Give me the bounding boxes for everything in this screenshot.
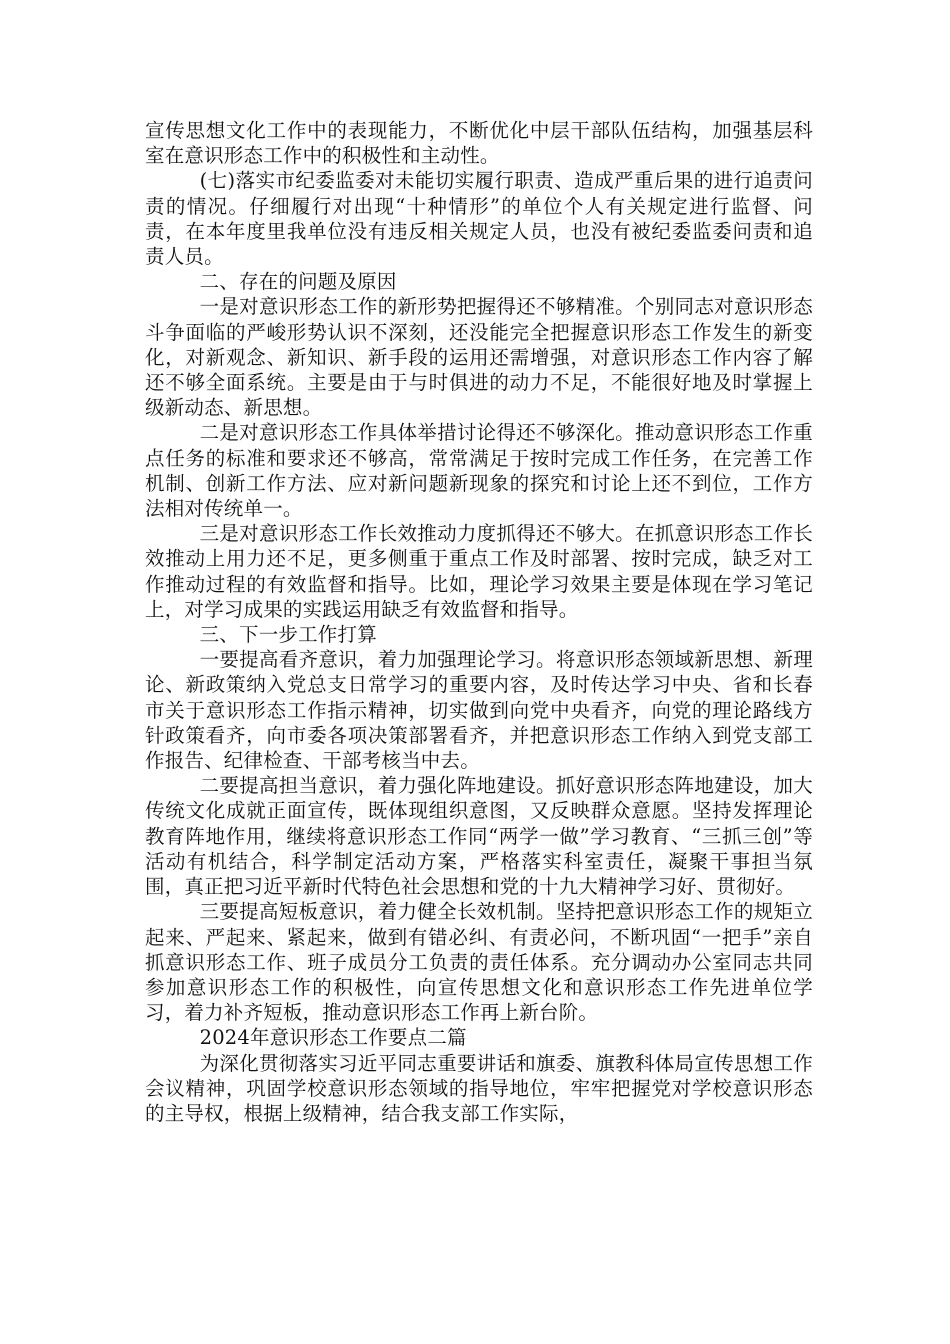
paragraph-8: 三要提高短板意识，着力健全长效机制。坚持把意识形态工作的规矩立起来、严起来、紧起来，做到有错必纠、有责必问，不断巩固“一把手”亲自抓意识形态工作、班子成员分工负责的责任体系。充分调动办公室同志共同参加意识形态工作的积极性，向宣传思想文化和意识形态工作先进单位学习，着力补齐短板，推动意识形态工作再上新台阶。 (145, 900, 813, 1025)
paragraph-6: 一要提高看齐意识，着力加强理论学习。将意识形态领域新思想、新理论、新政策纳入党总支日常学习的重要内容，及时传达学习中央、省和长春市关于意识形态工作指示精神，切实做到向党中央看齐，向党的理论路线方针政策看齐，向市委各项决策部署看齐，并把意识形态工作纳入到党支部工作报告、纪律检查、干部考核当中去。 (145, 648, 813, 773)
paragraph-4: 二是对意识形态工作具体举措讨论得还不够深化。推动意识形态工作重点任务的标准和要求还不够高，常常满足于按时完成工作任务，在完善工作机制、创新工作方法、应对新问题新现象的探究和讨论上还不到位，工作方法相对传统单一。 (145, 421, 813, 521)
document-title-2024: 2024年意识形态工作要点二篇 (199, 1026, 467, 1050)
section-heading-2: 二、存在的问题及原因 (199, 270, 397, 294)
paragraph-2: (七)落实市纪委监委对未能切实履行职责、造成严重后果的进行追责问责的情况。仔细履行对出现“十种情形”的单位个人有关规定进行监督、问责，在本年度里我单位没有违反相关规定人员，也没有被纪委监委问责和追责人员。 (145, 169, 813, 269)
section-heading-3: 三、下一步工作打算 (199, 623, 377, 647)
paragraph-5: 三是对意识形态工作长效推动力度抓得还不够大。在抓意识形态工作长效推动上用力还不足，更多侧重于重点工作及时部署、按时完成，缺乏对工作推动过程的有效监督和指导。比如，理论学习效果主要是体现在学习笔记上，对学习成果的实践运用缺乏有效监督和指导。 (145, 522, 813, 621)
document-page (145, 118, 813, 1126)
paragraph-3: 一是对意识形态工作的新形势把握得还不够精准。个别同志对意识形态斗争面临的严峻形势认识不深刻，还没能完全把握意识形态工作发生的新变化，对新观念、新知识、新手段的运用还需增强，对意识形态工作内容了解还不够全面系统。主要是由于与时俱进的动力不足，不能很好地及时掌握上级新动态、新思想。 (145, 295, 813, 420)
paragraph-9: 为深化贯彻落实习近平同志重要讲话和旗委、旗教科体局宣传思想工作会议精神，巩固学校意识形态领域的指导地位，牢牢把握党对学校意识形态的主导权，根据上级精神，结合我支部工作实际， (145, 1051, 813, 1125)
paragraph-7: 二要提高担当意识，着力强化阵地建设。抓好意识形态阵地建设，加大传统文化成就正面宣传，既体现组织意图，又反映群众意愿。坚持发挥理论教育阵地作用，继续将意识形态工作同“两学一做”学习教育、“三抓三创”等活动有机结合，科学制定活动方案，严格落实科室责任，凝聚干事担当氛围，真正把习近平新时代特色社会思想和党的十九大精神学习好、贯彻好。 (145, 774, 813, 899)
paragraph-1: 宣传思想文化工作中的表现能力，不断优化中层干部队伍结构，加强基层科室在意识形态工作中的积极性和主动性。 (145, 119, 813, 168)
